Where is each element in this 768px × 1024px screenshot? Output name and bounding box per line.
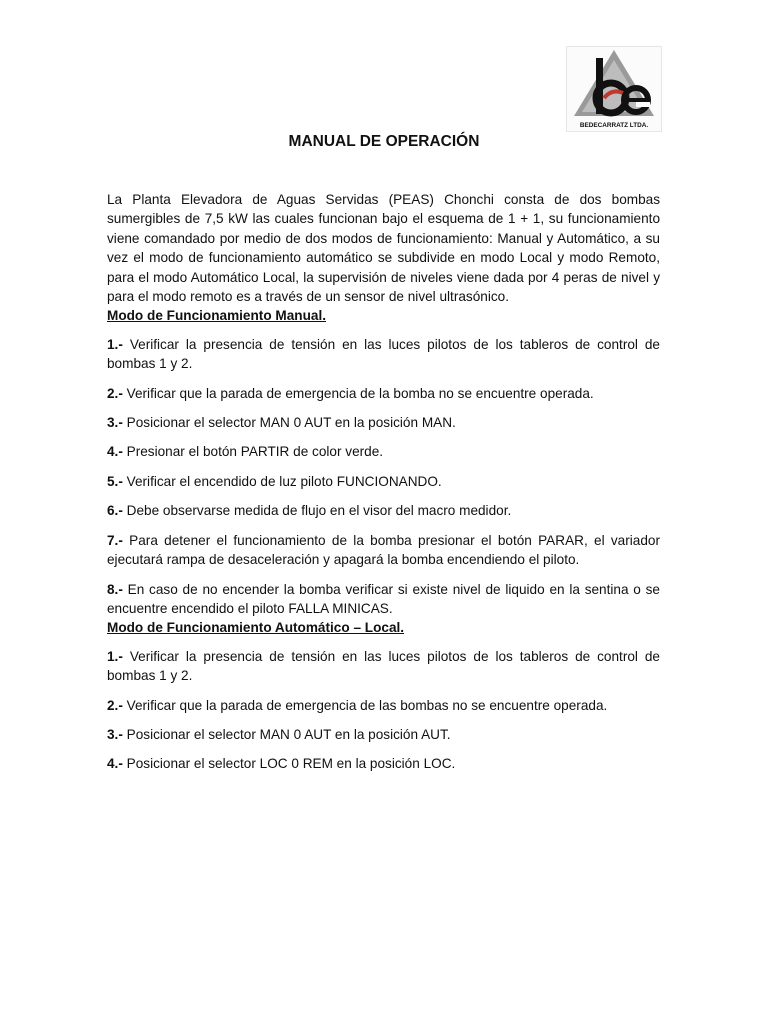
step-text: Verificar el encendido de luz piloto FUNCIONANDO. xyxy=(122,473,442,489)
step-number: 6.- xyxy=(107,503,123,519)
list-item xyxy=(107,531,660,570)
list-item xyxy=(107,501,660,520)
section-heading-automatic-local: Modo de Funcionamiento Automático – Local. xyxy=(107,620,405,636)
list-item xyxy=(107,580,660,619)
section-heading-manual: Modo de Funcionamiento Manual. xyxy=(107,308,327,324)
step-number: 1.- xyxy=(107,648,123,664)
document-body xyxy=(107,190,660,774)
list-item xyxy=(107,647,660,686)
step-number: 4.- xyxy=(107,756,123,772)
step-number: 2.- xyxy=(107,697,123,713)
bedecarratz-logo-icon xyxy=(566,46,662,132)
step-text: Posicionar el selector MAN 0 AUT en la posición MAN. xyxy=(122,415,456,431)
step-text: Verificar la presencia de tensión en las luces pilotos de los tableros de control de bombas 1 y 2. xyxy=(107,336,660,372)
step-number: 4.- xyxy=(107,444,123,460)
intro-paragraph: La Planta Elevadora de Aguas Servidas (PEAS) Chonchi consta de dos bombas sumergibles de 7,5 kW las cuales funcionan bajo el esquema de 1 + 1, su funcionamiento viene comandado por medio de dos modos de funcionamiento: Manual y Automático, a su vez el modo de funcionamiento automático se subdivide en modo Local y modo Remoto, para el modo Automático Local, la supervisión de niveles viene dada por 4 peras de nivel y para el modo remoto es a través de un sensor de nivel ultrasónico. xyxy=(107,192,660,305)
step-number: 5.- xyxy=(107,473,123,489)
list-item xyxy=(107,725,660,744)
list-item xyxy=(107,754,660,773)
step-text: Verificar la presencia de tensión en las luces pilotos de los tableros de control de bombas 1 y 2. xyxy=(107,648,660,684)
list-item xyxy=(107,335,660,374)
step-text: Presionar el botón PARTIR de color verde. xyxy=(122,444,384,460)
list-item xyxy=(107,413,660,432)
step-text: Verificar que la parada de emergencia de las bombas no se encuentre operada. xyxy=(122,697,608,713)
list-item xyxy=(107,442,660,461)
step-number: 3.- xyxy=(107,415,123,431)
step-text: Posicionar el selector LOC 0 REM en la posición LOC. xyxy=(122,756,456,772)
step-number: 3.- xyxy=(107,726,123,742)
step-number: 1.- xyxy=(107,336,123,352)
list-item xyxy=(107,384,660,403)
step-number: 7.- xyxy=(107,532,123,548)
list-item xyxy=(107,696,660,715)
step-text: Para detener el funcionamiento de la bomba presionar el botón PARAR, el variador ejecutará rampa de desaceleración y apagará la bomba encendiendo el piloto. xyxy=(107,532,660,568)
step-text: Verificar que la parada de emergencia de la bomba no se encuentre operada. xyxy=(122,385,594,401)
step-number: 2.- xyxy=(107,385,123,401)
list-item xyxy=(107,472,660,491)
page-title: MANUAL DE OPERACIÓN xyxy=(288,133,480,150)
step-text: Debe observarse medida de flujo en el visor del macro medidor. xyxy=(122,503,512,519)
step-number: 8.- xyxy=(107,581,123,597)
company-logo xyxy=(566,46,662,132)
step-text: Posicionar el selector MAN 0 AUT en la posición AUT. xyxy=(122,726,451,742)
step-text: En caso de no encender la bomba verificar si existe nivel de liquido en la sentina o se encuentre encendido el piloto FALLA MINICAS. xyxy=(107,581,660,616)
logo-caption: BEDECARRATZ LTDA. xyxy=(579,122,649,129)
